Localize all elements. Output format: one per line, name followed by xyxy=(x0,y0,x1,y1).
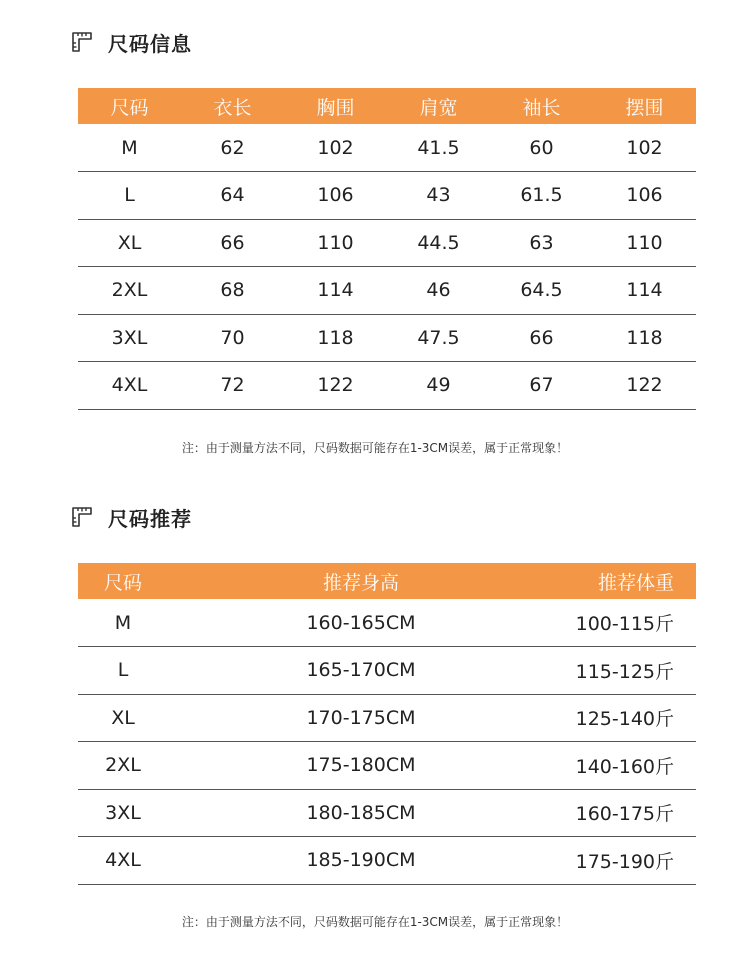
cell: 66 xyxy=(181,219,284,267)
cell: L xyxy=(78,172,181,220)
section-title-size-recommend xyxy=(70,502,192,532)
cell: 160-165CM xyxy=(168,599,554,647)
cell: 46 xyxy=(387,267,490,315)
cell: XL xyxy=(78,694,168,742)
cell: 2XL xyxy=(78,267,181,315)
cell: 122 xyxy=(593,362,696,410)
cell: 66 xyxy=(490,314,593,362)
cell: 110 xyxy=(593,219,696,267)
measurement-note: 注：由于测量方法不同，尺码数据可能存在1-3CM误差，属于正常现象！ xyxy=(181,441,569,455)
cell: 110 xyxy=(284,219,387,267)
cell: 115-125斤 xyxy=(554,647,696,695)
table-header-row xyxy=(78,88,696,124)
cell: 170-175CM xyxy=(168,694,554,742)
cell: 72 xyxy=(181,362,284,410)
cell: 63 xyxy=(490,219,593,267)
cell: 68 xyxy=(181,267,284,315)
cell: 165-170CM xyxy=(168,647,554,695)
table-row xyxy=(78,219,696,267)
cell: 61.5 xyxy=(490,172,593,220)
cell: 70 xyxy=(181,314,284,362)
cell: 118 xyxy=(593,314,696,362)
cell: 160-175斤 xyxy=(554,789,696,837)
header-size: 尺码 xyxy=(103,571,142,594)
cell: XL xyxy=(78,219,181,267)
cell: 114 xyxy=(284,267,387,315)
table-row xyxy=(78,267,696,315)
table-row xyxy=(78,789,696,837)
cell: 67 xyxy=(490,362,593,410)
cell: 106 xyxy=(593,172,696,220)
section-title-text: 尺码推荐 xyxy=(108,506,192,531)
header-height: 推荐身高 xyxy=(322,571,399,594)
table-row xyxy=(78,124,696,172)
measurement-note: 注：由于测量方法不同，尺码数据可能存在1-3CM误差，属于正常现象！ xyxy=(181,915,569,929)
table-row xyxy=(78,362,696,410)
ruler-icon xyxy=(70,30,94,54)
header-size: 尺码 xyxy=(110,96,149,119)
cell: 44.5 xyxy=(387,219,490,267)
cell: L xyxy=(78,647,168,695)
cell: 3XL xyxy=(78,314,181,362)
cell: 4XL xyxy=(78,362,181,410)
cell: 125-140斤 xyxy=(554,694,696,742)
header-sleeve: 袖长 xyxy=(522,96,561,119)
cell: 47.5 xyxy=(387,314,490,362)
cell: 180-185CM xyxy=(168,789,554,837)
cell: 102 xyxy=(284,124,387,172)
cell: 60 xyxy=(490,124,593,172)
cell: 175-180CM xyxy=(168,742,554,790)
cell: M xyxy=(78,599,168,647)
cell: 62 xyxy=(181,124,284,172)
cell: 140-160斤 xyxy=(554,742,696,790)
header-chest: 胸围 xyxy=(316,96,355,119)
table-row xyxy=(78,314,696,362)
cell: 185-190CM xyxy=(168,837,554,885)
cell: 43 xyxy=(387,172,490,220)
cell: 3XL xyxy=(78,789,168,837)
ruler-icon xyxy=(70,505,94,529)
cell: 4XL xyxy=(78,837,168,885)
table-header-row xyxy=(78,563,696,599)
header-length: 衣长 xyxy=(213,96,252,119)
size-info-table xyxy=(78,88,696,410)
cell: 2XL xyxy=(78,742,168,790)
section-title-text: 尺码信息 xyxy=(108,31,192,56)
table-row xyxy=(78,599,696,647)
cell: 49 xyxy=(387,362,490,410)
header-hem: 摆围 xyxy=(625,96,664,119)
cell: 102 xyxy=(593,124,696,172)
cell: 64 xyxy=(181,172,284,220)
table-row xyxy=(78,837,696,885)
section-title-size-info xyxy=(70,27,192,57)
cell: 122 xyxy=(284,362,387,410)
size-recommend-table xyxy=(78,563,696,885)
cell: 100-115斤 xyxy=(554,599,696,647)
table-row xyxy=(78,172,696,220)
header-weight: 推荐体重 xyxy=(597,571,674,594)
table-row xyxy=(78,694,696,742)
cell: 118 xyxy=(284,314,387,362)
cell: M xyxy=(78,124,181,172)
cell: 114 xyxy=(593,267,696,315)
table-row xyxy=(78,742,696,790)
cell: 175-190斤 xyxy=(554,837,696,885)
table-row xyxy=(78,647,696,695)
cell: 106 xyxy=(284,172,387,220)
cell: 64.5 xyxy=(490,267,593,315)
cell: 41.5 xyxy=(387,124,490,172)
header-shoulder: 肩宽 xyxy=(419,96,458,119)
